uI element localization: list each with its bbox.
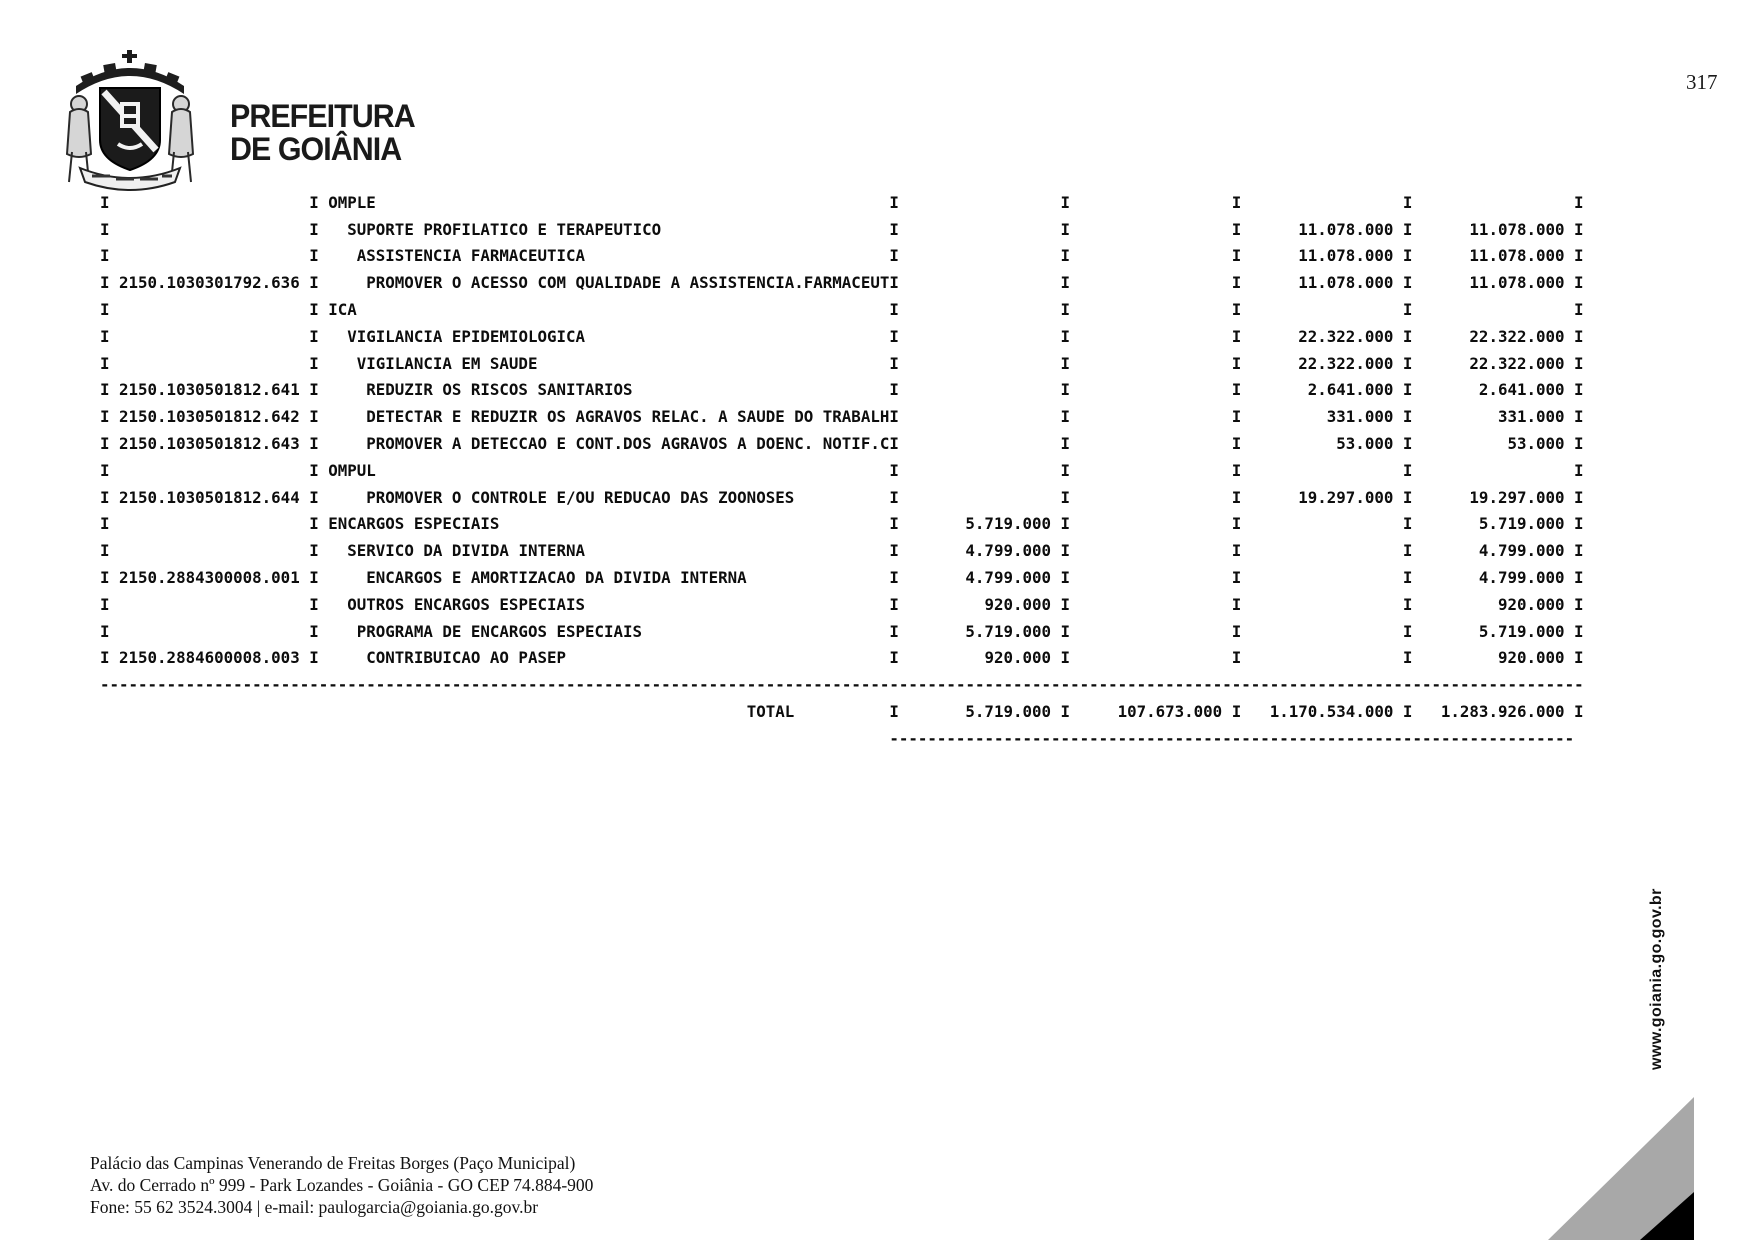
value-cell-1: 920.000: [984, 648, 1052, 668]
value-cell-3: 53.000: [1336, 434, 1394, 454]
column-separator: I: [1574, 219, 1584, 239]
description-cell: PROMOVER A DETECCAO E CONT.DOS AGRAVOS A DOENC. NOTIF.C: [366, 434, 890, 454]
value-cell-3: 11.078.000: [1298, 246, 1394, 266]
description-cell: CONTRIBUICAO AO PASEP: [366, 648, 566, 668]
column-separator: I: [1231, 380, 1242, 400]
column-separator: I: [1402, 326, 1413, 346]
column-separator: I: [1231, 621, 1242, 641]
column-separator: I: [889, 353, 899, 373]
table-row: [100, 350, 1584, 377]
column-separator: I: [889, 246, 899, 266]
column-separator: I: [1402, 300, 1413, 320]
description-cell: VIGILANCIA EPIDEMIOLOGICA: [347, 326, 586, 346]
column-separator: I: [889, 702, 899, 722]
value-cell-4: 11.078.000: [1469, 219, 1565, 239]
table-row: [100, 243, 1584, 270]
column-separator: I: [889, 568, 899, 588]
table-row: [100, 484, 1584, 511]
table-row: [100, 323, 1584, 350]
description-cell: ICA: [328, 300, 357, 320]
table-row: [100, 403, 1584, 430]
column-separator: I: [1574, 353, 1584, 373]
footer-address-line2: Av. do Cerrado nº 999 - Park Lozandes - Goiânia - GO CEP 74.884-900: [90, 1175, 594, 1195]
column-separator: I: [309, 192, 319, 212]
column-separator: I: [1060, 219, 1071, 239]
description-cell: ENCARGOS ESPECIAIS: [328, 514, 500, 534]
column-separator: I: [1574, 648, 1584, 668]
table-row: [100, 430, 1584, 457]
column-separator: I: [1060, 594, 1071, 614]
column-separator: I: [100, 300, 110, 320]
column-separator: I: [889, 648, 899, 668]
column-separator: I: [100, 621, 110, 641]
column-separator: I: [100, 192, 110, 212]
value-cell-3: 19.297.000: [1298, 487, 1394, 507]
column-separator: I: [309, 648, 319, 668]
column-separator: I: [1402, 487, 1413, 507]
column-separator: I: [100, 273, 110, 293]
column-separator: I: [889, 273, 899, 293]
value-cell-4: 22.322.000: [1469, 326, 1565, 346]
value-cell-1: 5.719.000: [965, 702, 1052, 722]
column-separator: I: [1574, 273, 1584, 293]
column-separator: I: [1574, 702, 1584, 722]
dashed-divider-line: ------------------------------------------------------------------------------------------------------------------------------------------------------------: [100, 675, 1584, 695]
description-cell: SERVICO DA DIVIDA INTERNA: [347, 541, 586, 561]
table-total-row: [100, 698, 1584, 725]
column-separator: I: [1402, 219, 1413, 239]
description-cell: ENCARGOS E AMORTIZACAO DA DIVIDA INTERNA: [366, 568, 747, 588]
value-cell-1: 5.719.000: [965, 514, 1052, 534]
column-separator: I: [309, 353, 319, 373]
column-separator: I: [1231, 434, 1242, 454]
column-separator: I: [1231, 648, 1242, 668]
column-separator: I: [1060, 648, 1071, 668]
column-separator: I: [889, 407, 899, 427]
column-separator: I: [1231, 353, 1242, 373]
column-separator: I: [1060, 702, 1071, 722]
dashed-divider-line: ------------------------------------------------------------------------: [889, 728, 1575, 748]
table-row: [100, 564, 1584, 591]
description-cell: SUPORTE PROFILATICO E TERAPEUTICO: [347, 219, 662, 239]
description-cell: REDUZIR OS RISCOS SANITARIOS: [366, 380, 633, 400]
column-separator: I: [1060, 246, 1071, 266]
table-row: [100, 296, 1584, 323]
column-separator: I: [309, 326, 319, 346]
description-cell: VIGILANCIA EM SAUDE: [356, 353, 538, 373]
column-separator: I: [1574, 594, 1584, 614]
column-separator: I: [1574, 300, 1584, 320]
column-separator: I: [1060, 541, 1071, 561]
column-separator: I: [889, 326, 899, 346]
column-separator: I: [1060, 621, 1071, 641]
footer-address-line3: Fone: 55 62 3524.3004 | e-mail: paulogarcia@goiania.go.gov.br: [90, 1197, 539, 1217]
column-separator: I: [309, 273, 319, 293]
column-separator: I: [100, 353, 110, 373]
value-cell-1: 4.799.000: [965, 541, 1052, 561]
description-cell: PROGRAMA DE ENCARGOS ESPECIAIS: [356, 621, 643, 641]
column-separator: I: [309, 541, 319, 561]
crest-cross: [122, 50, 137, 63]
column-separator: I: [1231, 541, 1242, 561]
column-separator: I: [1574, 380, 1584, 400]
column-separator: I: [1231, 460, 1242, 480]
value-cell-4: 19.297.000: [1469, 487, 1565, 507]
description-cell: DETECTAR E REDUZIR OS AGRAVOS RELAC. A SAUDE DO TRABALH: [366, 407, 890, 427]
value-cell-4: 53.000: [1507, 434, 1565, 454]
column-separator: I: [1231, 192, 1242, 212]
table-row: [100, 591, 1584, 618]
column-separator: I: [100, 487, 110, 507]
value-cell-3: 22.322.000: [1298, 326, 1394, 346]
column-separator: I: [1402, 594, 1413, 614]
code-cell: 2150.2884600008.003: [119, 648, 300, 668]
column-separator: I: [309, 407, 319, 427]
column-separator: I: [1402, 353, 1413, 373]
column-separator: I: [1231, 300, 1242, 320]
page-number: 317: [1686, 70, 1718, 94]
column-separator: I: [889, 380, 899, 400]
column-separator: I: [100, 380, 110, 400]
value-cell-3: 2.641.000: [1307, 380, 1394, 400]
column-separator: I: [1574, 568, 1584, 588]
column-separator: I: [889, 460, 899, 480]
column-separator: I: [1574, 514, 1584, 534]
value-cell-4: 1.283.926.000: [1440, 702, 1565, 722]
column-separator: I: [1231, 219, 1242, 239]
table-row: [100, 457, 1584, 484]
column-separator: I: [100, 648, 110, 668]
table-row: [100, 645, 1584, 672]
column-separator: I: [100, 594, 110, 614]
value-cell-3: 1.170.534.000: [1269, 702, 1394, 722]
corner-decoration: [1548, 1097, 1694, 1240]
column-separator: I: [1574, 326, 1584, 346]
value-cell-4: 920.000: [1497, 648, 1565, 668]
column-separator: I: [1060, 568, 1071, 588]
table-row: [100, 377, 1584, 404]
column-separator: I: [1231, 246, 1242, 266]
column-separator: I: [1402, 273, 1413, 293]
dashed-divider: [100, 725, 1584, 752]
table-row: [100, 537, 1584, 564]
column-separator: I: [889, 541, 899, 561]
code-cell: 2150.1030501812.641: [119, 380, 300, 400]
column-separator: I: [1231, 487, 1242, 507]
column-separator: I: [1574, 434, 1584, 454]
column-separator: I: [1060, 353, 1071, 373]
column-separator: I: [100, 219, 110, 239]
code-cell: 2150.1030501812.642: [119, 407, 300, 427]
column-separator: I: [1574, 246, 1584, 266]
value-cell-3: 11.078.000: [1298, 273, 1394, 293]
column-separator: I: [1402, 648, 1413, 668]
column-separator: I: [1574, 541, 1584, 561]
column-separator: I: [1060, 487, 1071, 507]
column-separator: I: [100, 246, 110, 266]
description-cell: OMPUL: [328, 460, 376, 480]
column-separator: I: [1574, 621, 1584, 641]
column-separator: I: [1574, 407, 1584, 427]
column-separator: I: [1231, 568, 1242, 588]
column-separator: I: [309, 568, 319, 588]
code-cell: 2150.1030301792.636: [119, 273, 300, 293]
column-separator: I: [309, 246, 319, 266]
column-separator: I: [889, 514, 899, 534]
column-separator: I: [309, 219, 319, 239]
column-separator: I: [1402, 380, 1413, 400]
column-separator: I: [889, 594, 899, 614]
column-separator: I: [1060, 192, 1071, 212]
table-row: [100, 189, 1584, 216]
column-separator: I: [1060, 434, 1071, 454]
value-cell-3: 11.078.000: [1298, 219, 1394, 239]
column-separator: I: [100, 568, 110, 588]
value-cell-4: 5.719.000: [1478, 514, 1565, 534]
value-cell-4: 22.322.000: [1469, 353, 1565, 373]
column-separator: I: [1231, 702, 1242, 722]
column-separator: I: [889, 487, 899, 507]
column-separator: I: [309, 514, 319, 534]
value-cell-1: 5.719.000: [965, 621, 1052, 641]
goiania-coat-of-arms-logo: [52, 48, 208, 196]
value-cell-4: 11.078.000: [1469, 246, 1565, 266]
column-separator: I: [1060, 300, 1071, 320]
org-name-line1: PREFEITURA: [230, 98, 415, 134]
table-row: [100, 269, 1584, 296]
value-cell-4: 2.641.000: [1478, 380, 1565, 400]
crest-right-figure: [169, 96, 193, 182]
column-separator: I: [1402, 434, 1413, 454]
dashed-divider: [100, 671, 1584, 698]
column-separator: I: [889, 434, 899, 454]
footer-address-line1: Palácio das Campinas Venerando de Freitas Borges (Paço Municipal): [90, 1153, 576, 1173]
column-separator: I: [100, 541, 110, 561]
column-separator: [309, 702, 319, 721]
column-separator: I: [309, 300, 319, 320]
table-row: [100, 511, 1584, 538]
column-separator: I: [1574, 460, 1584, 480]
column-separator: I: [889, 219, 899, 239]
value-cell-1: 4.799.000: [965, 568, 1052, 588]
value-cell-3: 331.000: [1326, 407, 1394, 427]
table-row: [100, 618, 1584, 645]
website-url-vertical: www.goiania.go.gov.br: [1648, 888, 1665, 1070]
column-separator: I: [100, 514, 110, 534]
column-separator: I: [1231, 273, 1242, 293]
column-separator: I: [100, 460, 110, 480]
column-separator: I: [1402, 702, 1413, 722]
column-separator: I: [1231, 326, 1242, 346]
column-separator: I: [1402, 568, 1413, 588]
org-name: [230, 100, 415, 166]
column-separator: I: [309, 380, 319, 400]
column-separator: I: [889, 300, 899, 320]
column-separator: I: [100, 434, 110, 454]
value-cell-4: 5.719.000: [1478, 621, 1565, 641]
description-cell: ASSISTENCIA FARMACEUTICA: [356, 246, 586, 266]
column-separator: I: [1402, 246, 1413, 266]
column-separator: I: [1231, 594, 1242, 614]
value-cell-4: 920.000: [1497, 594, 1565, 614]
column-separator: I: [1060, 460, 1071, 480]
column-separator: I: [1574, 487, 1584, 507]
value-cell-4: 4.799.000: [1478, 541, 1565, 561]
column-separator: I: [309, 460, 319, 480]
crest-left-figure: [67, 96, 91, 182]
column-separator: I: [1402, 192, 1413, 212]
code-cell: 2150.2884300008.001: [119, 568, 300, 588]
column-separator: I: [1060, 326, 1071, 346]
column-separator: I: [889, 621, 899, 641]
column-separator: I: [309, 594, 319, 614]
value-cell-2: 107.673.000: [1117, 702, 1223, 722]
code-cell: 2150.1030501812.644: [119, 487, 300, 507]
footer-address: [90, 1152, 593, 1218]
column-separator: I: [1060, 273, 1071, 293]
column-separator: I: [1574, 192, 1584, 212]
column-separator: I: [1231, 514, 1242, 534]
column-separator: I: [1402, 514, 1413, 534]
column-separator: I: [1060, 380, 1071, 400]
column-separator: I: [309, 621, 319, 641]
value-cell-3: 22.322.000: [1298, 353, 1394, 373]
column-separator: I: [1060, 407, 1071, 427]
column-separator: I: [1060, 514, 1071, 534]
table-row: [100, 216, 1584, 243]
description-cell: PROMOVER O CONTROLE E/OU REDUCAO DAS ZOONOSES: [366, 487, 795, 507]
column-separator: I: [889, 192, 899, 212]
description-cell: OUTROS ENCARGOS ESPECIAIS: [347, 594, 586, 614]
column-separator: [100, 702, 110, 721]
code-cell: 2150.1030501812.643: [119, 434, 300, 454]
column-separator: I: [309, 434, 319, 454]
column-separator: I: [1402, 460, 1413, 480]
value-cell-4: 331.000: [1497, 407, 1565, 427]
description-cell: OMPLE: [328, 192, 376, 212]
total-label-cell: TOTAL: [746, 702, 795, 722]
value-cell-4: 4.799.000: [1478, 568, 1565, 588]
value-cell-1: 920.000: [984, 594, 1052, 614]
column-separator: I: [1402, 407, 1413, 427]
column-separator: I: [1231, 407, 1242, 427]
column-separator: I: [100, 326, 110, 346]
column-separator: I: [1402, 621, 1413, 641]
column-separator: I: [1402, 541, 1413, 561]
org-name-line2: DE GOIÂNIA: [230, 131, 402, 167]
column-separator: I: [309, 487, 319, 507]
column-separator: I: [100, 407, 110, 427]
description-cell: PROMOVER O ACESSO COM QUALIDADE A ASSISTENCIA.FARMACEUT: [366, 273, 890, 293]
report-table: [100, 189, 1584, 752]
value-cell-4: 11.078.000: [1469, 273, 1565, 293]
